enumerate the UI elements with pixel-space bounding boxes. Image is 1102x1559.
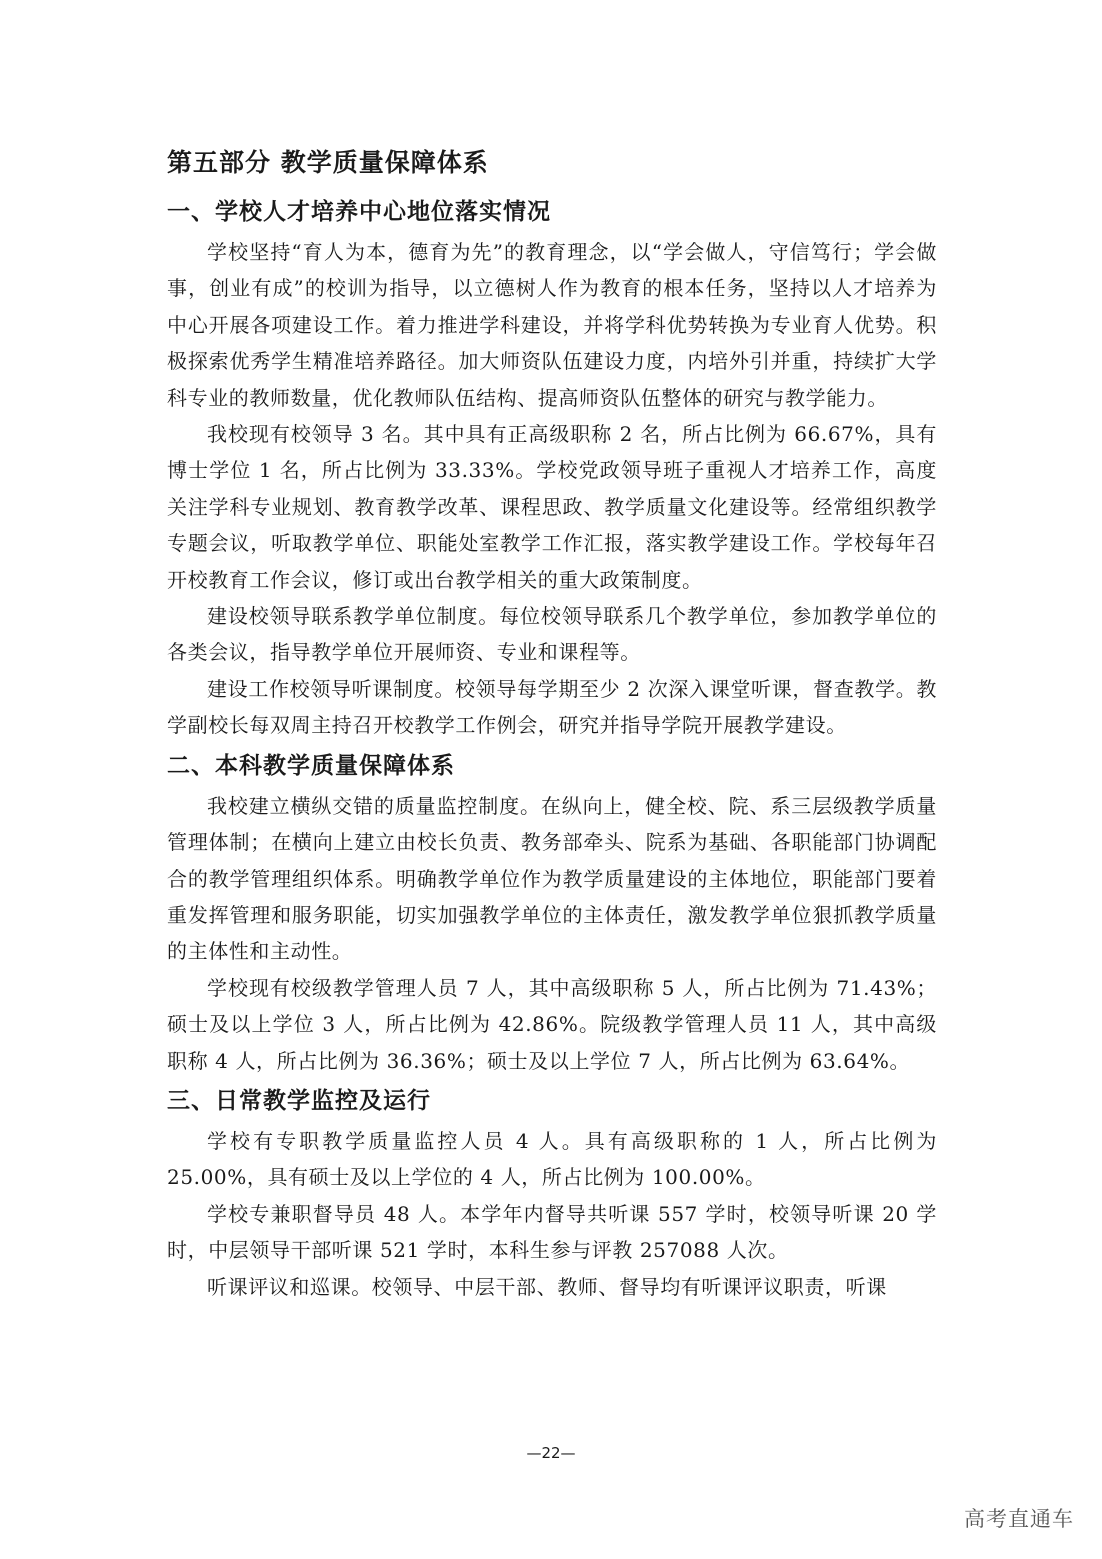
paragraph: 我校建立横纵交错的质量监控制度。在纵向上，健全校、院、系三层级教学质量管理体制；在横向上建立由校长负责、教务部牵头、院系为基础、各职能部门协调配合的教学管理组织体系。明确教学单位作为教学质量建设的主体地位，职能部门要着重发挥管理和服务职能，切实加强教学单位的主体责任，激发教学单位狠抓教学质量的主体性和主动性。	[167, 793, 937, 964]
paragraph: 我校现有校领导 3 名。其中具有正高级职称 2 名，所占比例为 66.67%，具有博士学位 1 名，所占比例为 33.33%。学校党政领导班子重视人才培养工作，高度关注学科专业规划、教育教学改革、课程思政、教学质量文化建设等。经常组织教学专题会议，听取教学单位、职能处室教学工作汇报，落实教学建设工作。学校每年召开校教育工作会议，修订或出台教学相关的重大政策制度。	[167, 422, 937, 592]
section-3	[167, 1079, 937, 1305]
section-2	[167, 744, 937, 1079]
page-number: —22—	[526, 1444, 576, 1462]
paragraph: 听课评议和巡课。校领导、中层干部、教师、督导均有听课评议职责，听课	[207, 1274, 887, 1299]
watermark-text: 高考直通车	[964, 1507, 1074, 1531]
section-1	[167, 190, 937, 744]
section-title: 一、学校人才培养中心地位落实情况	[167, 199, 551, 225]
paragraph: 学校现有校级教学管理人员 7 人，其中高级职称 5 人，所占比例为 71.43%；硕士及以上学位 3 人，所占比例为 42.86%。院级教学管理人员 11 人，其中高级职称 4 人，所占比例为 36.36%；硕士及以上学位 7 人，所占比例为 63.64%。	[167, 975, 937, 1073]
section-title: 二、本科教学质量保障体系	[167, 752, 455, 779]
section-title: 三、日常教学监控及运行	[167, 1087, 431, 1114]
paragraph: 学校坚持“育人为本，德育为先”的教育理念，以“学会做人，守信笃行；学会做事，创业有成”的校训为指导，以立德树人作为教育的根本任务，坚持以人才培养为中心开展各项建设工作。着力推进学科建设，并将学科优势转换为专业育人优势。积极探索优秀学生精准培养路径。加大师资队伍建设力度，内培外引并重，持续扩大学科专业的教师数量，优化教师队伍结构、提高师资队伍整体的研究与教学能力。	[167, 240, 937, 410]
paragraph: 学校专兼职督导员 48 人。本学年内督导共听课 557 学时，校领导听课 20 学时，中层领导干部听课 521 学时，本科生参与评教 257088 人次。	[167, 1201, 937, 1263]
page-content	[167, 140, 937, 1305]
part-title: 第五部分 教学质量保障体系	[167, 148, 489, 177]
paragraph: 建设工作校领导听课制度。校领导每学期至少 2 次深入课堂听课，督查教学。教学副校长每双周主持召开校教学工作例会，研究并指导学院开展教学建设。	[167, 676, 937, 738]
paragraph: 学校有专职教学质量监控人员 4 人。具有高级职称的 1 人，所占比例为 25.00%，具有硕士及以上学位的 4 人，所占比例为 100.00%。	[167, 1128, 937, 1190]
paragraph: 建设校领导联系教学单位制度。每位校领导联系几个教学单位，参加教学单位的各类会议，指导教学单位开展师资、专业和课程等。	[167, 604, 937, 665]
